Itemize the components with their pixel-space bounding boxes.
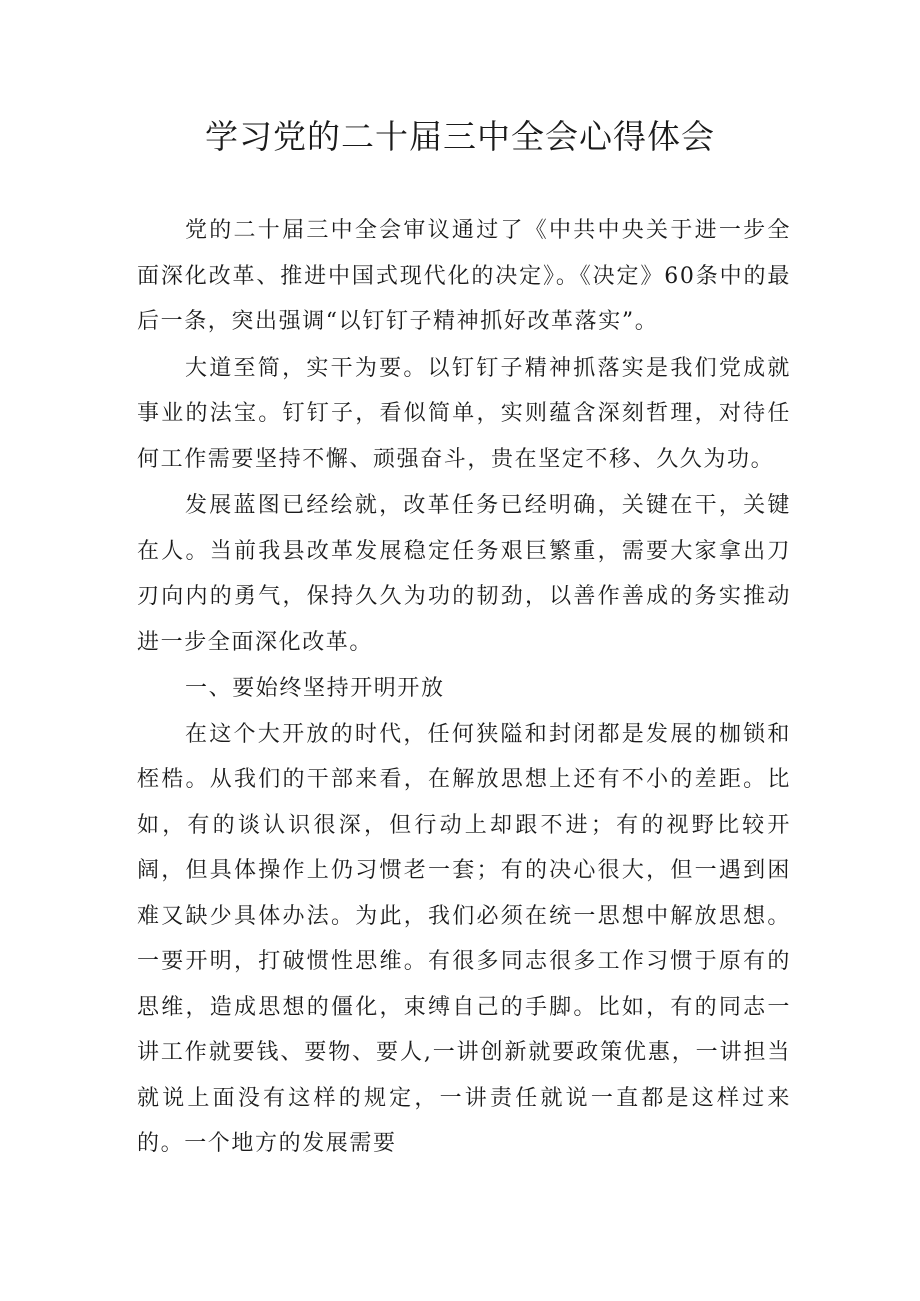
paragraph-2: 大道至简，实干为要。以钉钉子精神抓落实是我们党成就事业的法宝。钉钉子，看似简单，实则蕴含深刻哲理，对待任何工作需要坚持不懈、顽强奋斗，贵在坚定不移、久久为功。 (137, 355, 791, 472)
paragraph-4: 在这个大开放的时代，任何狭隘和封闭都是发展的枷锁和桎梏。从我们的干部来看，在解放思想上还有不小的差距。比如，有的谈认识很深，但行动上却跟不进；有的视野比较开阔，但具体操作上仍习惯老一套；有的决心很大，但一遇到困难又缺少具体办法。为此，我们必须在统一思想中解放思想。一要开明，打破惯性思维。有很多同志很多工作习惯于原有的思维，造成思想的僵化，束缚自己的手脚。比如，有的同志一讲工作就要钱、要物、要人,一讲创新就要政策优惠，一讲担当就说上面没有这样的规定，一讲责任就说一直都是这样过来的。一个地方的发展需要 (137, 721, 791, 1156)
document-title: 学习党的二十届三中全会心得体会 (205, 117, 715, 156)
paragraph-3: 发展蓝图已经绘就，改革任务已经明确，关键在干，关键在人。当前我县改革发展稳定任务艰巨繁重，需要大家拿出刀刃向内的勇气，保持久久为功的韧劲，以善作善成的务实推动进一步全面深化改革。 (137, 493, 791, 655)
document-body (137, 208, 791, 1168)
section-heading-1: 一、要始终坚持开明开放 (185, 676, 445, 701)
paragraph-1: 党的二十届三中全会审议通过了《中共中央关于进一步全面深化改革、推进中国式现代化的决定》。《决定》60条中的最后一条，突出强调“以钉钉子精神抓好改革落实”。 (137, 218, 791, 334)
